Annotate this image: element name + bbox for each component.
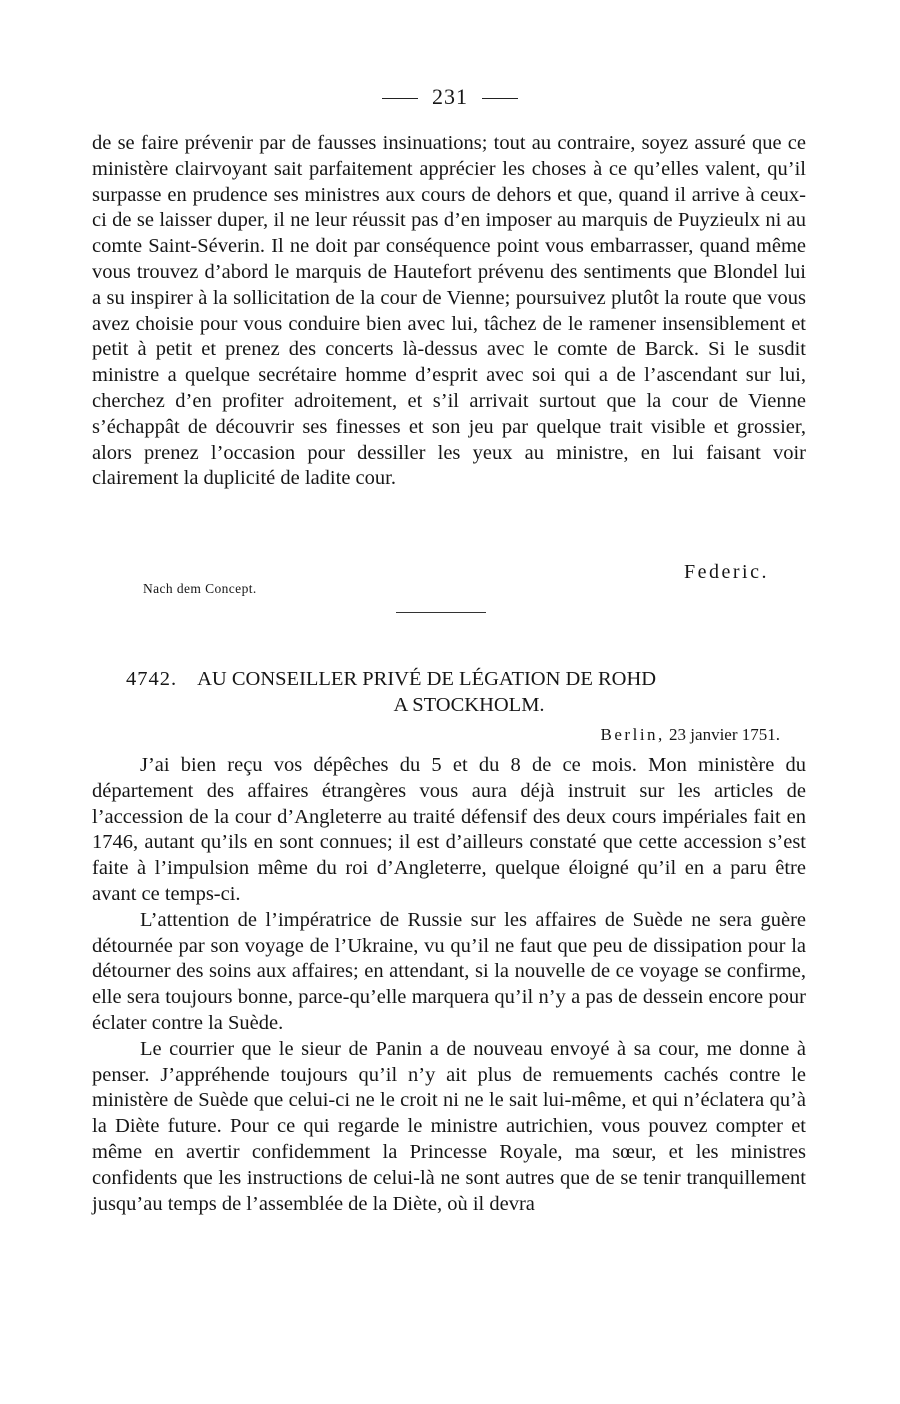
page-number-dash-left: [382, 98, 418, 99]
continuation-paragraph: de se faire prévenir par de fausses insinuations; tout au contraire, soyez assuré que ce ministère clairvoyant sait parfaitement apprécier les choses à ce qu’elles valent, qu’il surpasse en prudence ses ministres aux cours de dehors et que, quand il arrive à ceux-ci de se laisser duper, il ne leur réussit pas d’en imposer au marquis de Puyzieulx ni au comte Saint-Séverin. Il ne doit par conséquence point vous embarrasser, quand même vous trouvez d’abord le marquis de Hautefort prévenu des sentiments que Blondel lui a su inspirer à la sollicitation de la cour de Vienne; poursuivez plutôt la route que vous avez choisie pour vous conduire bien avec lui, tâchez de le ramener insensiblement et petit à petit et prenez des concerts là-dessus avec le comte de Barck. Si le susdit ministre a quelque secrétaire homme d’esprit avec soi qui a de l’ascendant sur lui, cherchez d’en profiter adroitement, et s’il arrivait surtout que la cour de Vienne s’échappât de découvrir ses finesses et son jeu par quelque trait visible et grossier, alors prenez l’occasion pour dessiller les yeux au ministre, en lui faisant voir clairement la duplicité de ladite cour.: [92, 132, 806, 490]
letter-heading-line1: [92, 667, 806, 693]
dateline-date: 23 janvier 1751.: [669, 725, 780, 744]
letter-paragraph-1: J’ai bien reçu vos dépêches du 5 et du 8 de ce mois. Mon ministère du département des affaires étrangères vous aura déjà instruit sur les articles de l’accession de la cour d’Angleterre au traité défensif des deux cours impériales fait en 1746, autant qu’ils en sont connues; il est d’ailleurs constaté que cette accession s’est faite à l’impulsion même du roi d’Angleterre, quelque éloigné qu’il en a paru être avant ce temps-ci.: [92, 754, 806, 905]
letter-paragraph-3: Le courrier que le sieur de Panin a de nouveau envoyé à sa cour, me donne à penser. J’appréhende toujours qu’il n’y ait plus de remuements cachés contre le ministère de Suède que celui-ci ne le croit ni ne le sait lui-même, et qui n’éclatera qu’à la Diète future. Pour ce qui regarde le ministre autrichien, vous pouvez compter et même en avertir confidemment la Princesse Royale, ma sœur, et les ministres confidents que les instructions de celui-là ne sont autres que de se tenir tranquillement jusqu’au temps de l’assemblée de la Diète, où il devra: [92, 1037, 806, 1215]
dateline-place: Berlin,: [600, 725, 665, 744]
dateline: [601, 725, 780, 745]
source-note: Nach dem Concept.: [143, 581, 257, 596]
letter-heading: [92, 667, 806, 718]
page-number: [0, 84, 900, 110]
page-number-value: 231: [432, 84, 468, 109]
letter-paragraph-2: L’attention de l’impératrice de Russie sur les affaires de Suède ne sera guère détournée par son voyage de l’Ukraine, vu qu’il ne faut que peu de dissipation pour la détourner des soins aux affaires; en attendant, si la nouvelle de ce voyage se confirme, elle sera toujours bonne, parce-qu’elle marquera qu’il n’y a pas de dessein encore pour éclater contre la Suède.: [92, 908, 806, 1034]
letter-body: [92, 753, 806, 1217]
letter-number: 4742.: [126, 668, 178, 690]
continuation-text: [92, 131, 806, 492]
letter-heading-line2: A STOCKHOLM.: [393, 693, 545, 716]
page-number-dash-right: [482, 98, 518, 99]
signature: Federic.: [684, 561, 769, 583]
letter-recipient: AU CONSEILLER PRIVÉ DE LÉGATION DE ROHD: [197, 668, 657, 690]
section-divider: [396, 612, 486, 613]
